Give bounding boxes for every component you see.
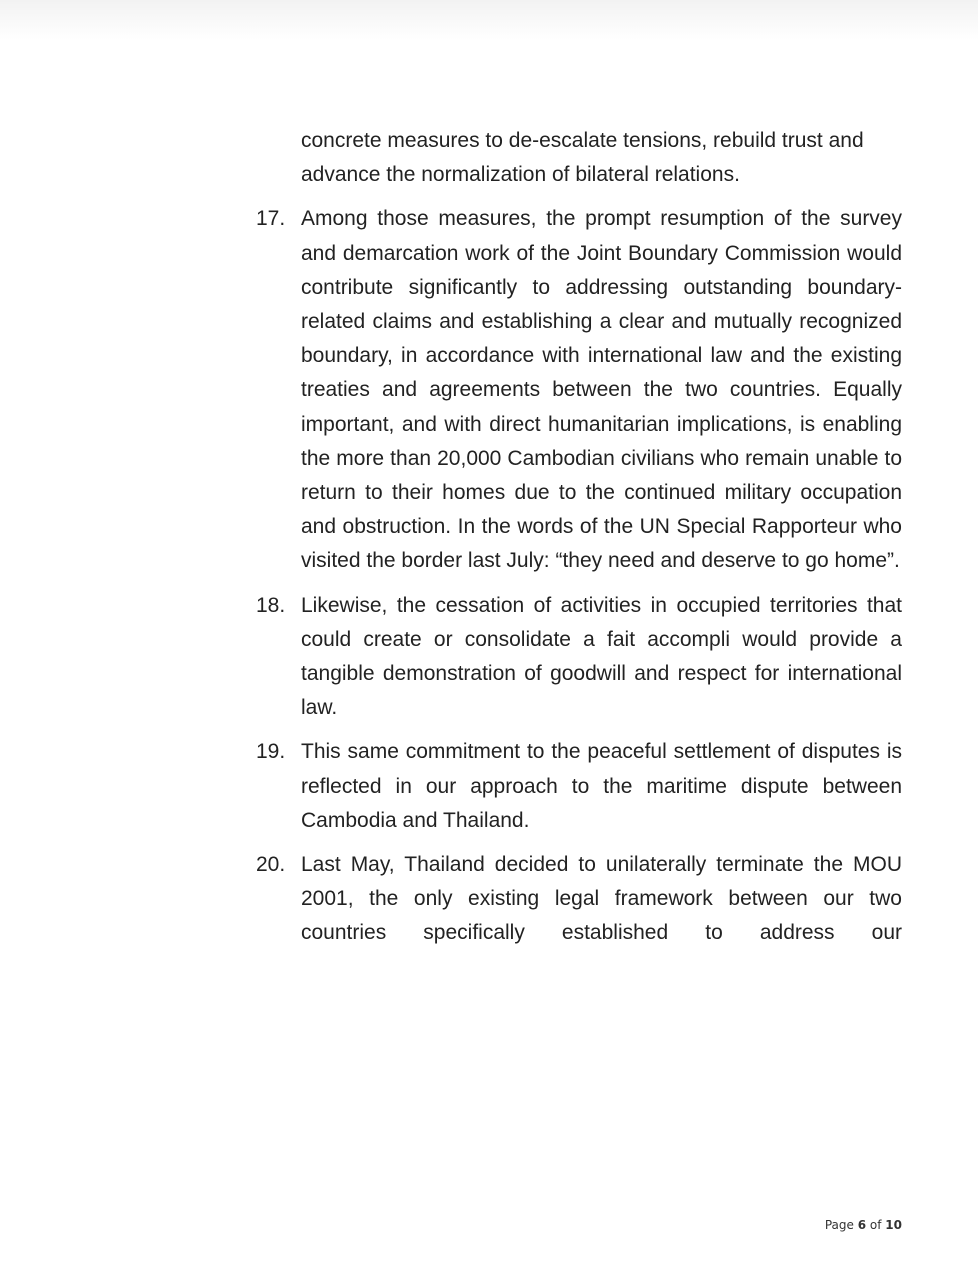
total-pages-number: 10: [885, 1218, 902, 1232]
page-label: Page: [824, 1218, 854, 1232]
paragraph-number: 17.: [256, 207, 286, 231]
paragraph-continuation: [256, 124, 902, 192]
paragraph-18: [256, 589, 902, 726]
paragraph-number: 18.: [256, 593, 286, 617]
paragraph-20: [256, 848, 902, 951]
page-separator: of: [869, 1218, 882, 1232]
document-body: [256, 124, 902, 961]
paragraph-text: Among those measures, the prompt resumption of the survey and demarcation work of the Joint Boundary Commission would contribute significantly to addressing outstanding boundary-related claims and establishing a clear and mutually recognized boundary, in accordance with international law and the existing treaties and agreements between the two countries. Equally important, and with direct humanitarian implications, is enabling the more than 20,000 Cambodian civilians who remain unable to return to their homes due to the continued military occupation and obstruction. In the words of the UN Special Rapporteur who visited the border last July: “they need and deserve to go home”.: [301, 207, 902, 573]
paragraph-number: 19.: [256, 740, 286, 764]
paragraph-text: concrete measures to de-escalate tensions, rebuild trust and advance the normalization of bilateral relations.: [301, 129, 864, 187]
paragraph-number: 20.: [256, 853, 286, 877]
paragraph-text: This same commitment to the peaceful settlement of disputes is reflected in our approach to the maritime dispute between Cambodia and Thailand.: [301, 740, 902, 832]
paragraph-17: [256, 202, 902, 578]
current-page-number: 6: [857, 1218, 867, 1232]
paragraph-text: Last May, Thailand decided to unilaterally terminate the MOU 2001, the only existing legal framework between our two countries specifically established to address our: [301, 853, 902, 945]
page-footer: [825, 1218, 902, 1232]
paragraph-19: [256, 735, 902, 838]
paragraph-text: Likewise, the cessation of activities in occupied territories that could create or consolidate a fait accompli would provide a tangible demonstration of goodwill and respect for international law.: [301, 593, 902, 720]
scan-shadow: [0, 0, 978, 40]
